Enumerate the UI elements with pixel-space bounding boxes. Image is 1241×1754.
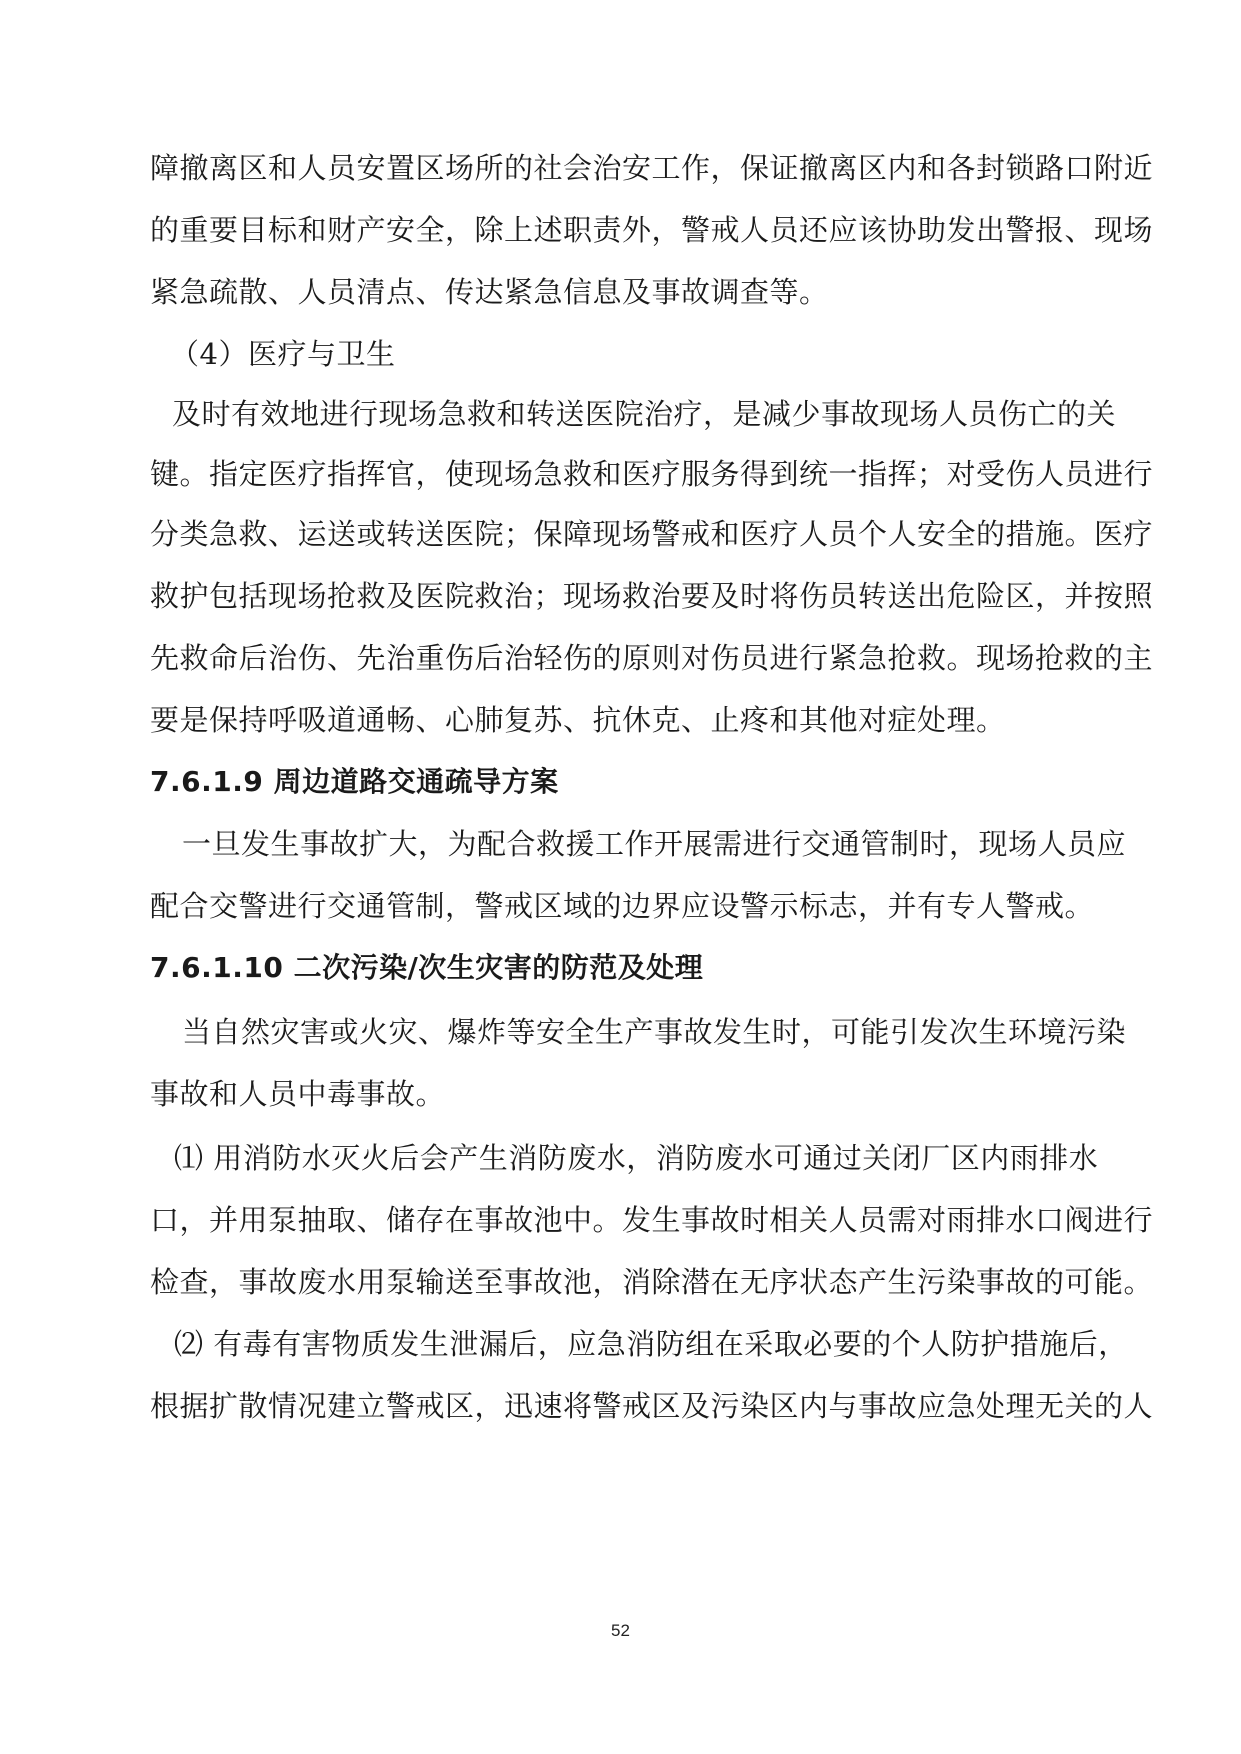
paragraph-line: 键。指定医疗指挥官，使现场急救和医疗服务得到统一指挥；对受伤人员进行 bbox=[150, 457, 1154, 491]
paragraph-line: 的重要目标和财产安全，除上述职责外，警戒人员还应该协助发出警报、现场 bbox=[150, 213, 1154, 247]
section-heading: 7.6.1.9 周边道路交通疏导方案 bbox=[150, 765, 559, 798]
paragraph-line: 障撤离区和人员安置区场所的社会治安工作，保证撤离区内和各封锁路口附近 bbox=[150, 151, 1154, 185]
paragraph-line: 分类急救、运送或转送医院；保障现场警戒和医疗人员个人安全的措施。医疗 bbox=[150, 517, 1154, 551]
paragraph-line: ⑴ 用消防水灭火后会产生消防废水，消防废水可通过关闭厂区内雨排水 bbox=[174, 1141, 1099, 1175]
paragraph-line: 紧急疏散、人员清点、传达紧急信息及事故调查等。 bbox=[150, 275, 829, 309]
paragraph-line: 事故和人员中毒事故。 bbox=[150, 1077, 446, 1111]
paragraph-line: 根据扩散情况建立警戒区，迅速将警戒区及污染区内与事故应急处理无关的人 bbox=[150, 1389, 1154, 1423]
paragraph-line: 及时有效地进行现场急救和转送医院治疗，是减少事故现场人员伤亡的关 bbox=[172, 397, 1117, 431]
section-heading: 7.6.1.10 二次污染/次生灾害的防范及处理 bbox=[150, 951, 704, 984]
section-subheading: （4）医疗与卫生 bbox=[170, 337, 396, 371]
page-number: 52 bbox=[611, 1621, 630, 1640]
paragraph-line: 要是保持呼吸道通畅、心肺复苏、抗休克、止疼和其他对症处理。 bbox=[150, 703, 1006, 737]
paragraph-line: 救护包括现场抢救及医院救治；现场救治要及时将伤员转送出危险区，并按照 bbox=[150, 579, 1154, 613]
paragraph-line: 口，并用泵抽取、储存在事故池中。发生事故时相关人员需对雨排水口阀进行 bbox=[150, 1203, 1154, 1237]
paragraph-line: 先救命后治伤、先治重伤后治轻伤的原则对伤员进行紧急抢救。现场抢救的主 bbox=[150, 641, 1154, 675]
paragraph-line: 配合交警进行交通管制，警戒区域的边界应设警示标志，并有专人警戒。 bbox=[150, 889, 1095, 923]
paragraph-line: 当自然灾害或火灾、爆炸等安全生产事故发生时，可能引发次生环境污染 bbox=[182, 1015, 1127, 1049]
paragraph-line: 检查，事故废水用泵输送至事故池，消除潜在无序状态产生污染事故的可能。 bbox=[150, 1265, 1154, 1299]
paragraph-line: 一旦发生事故扩大，为配合救援工作开展需进行交通管制时，现场人员应 bbox=[182, 827, 1127, 861]
paragraph-line: ⑵ 有毒有害物质发生泄漏后，应急消防组在采取必要的个人防护措施后， bbox=[174, 1327, 1128, 1361]
